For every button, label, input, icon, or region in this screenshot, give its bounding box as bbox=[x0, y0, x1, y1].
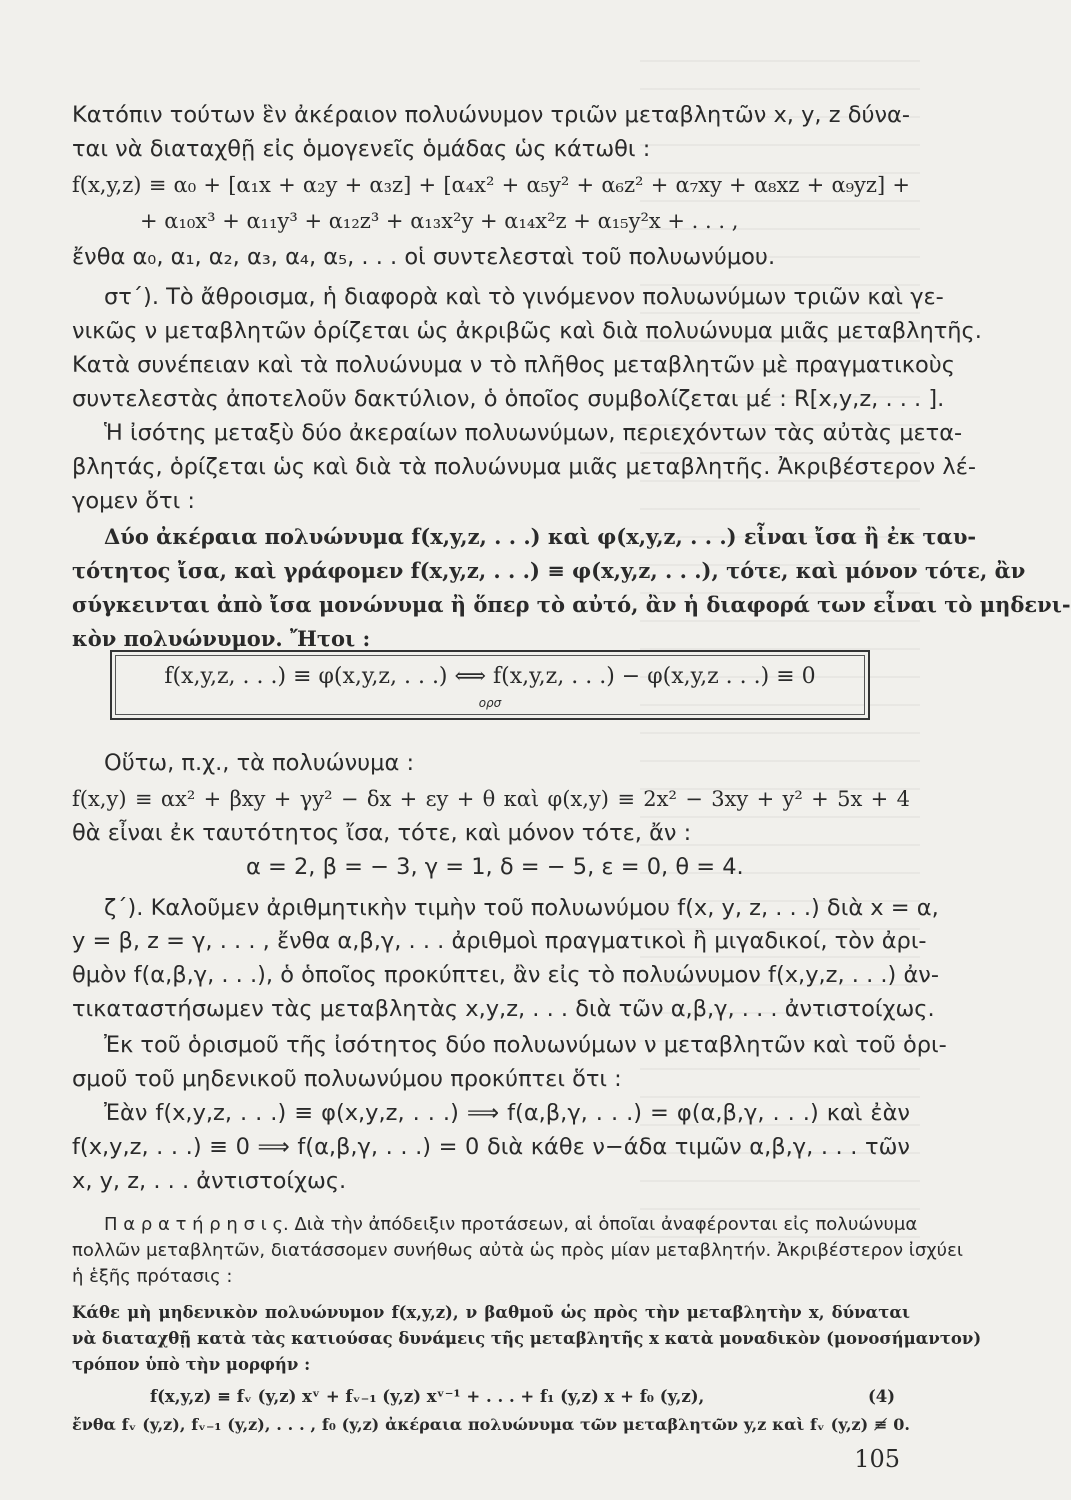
text-line: Ἐκ τοῦ ὁρισμοῦ τῆς ἰσότητος δύο πολυωνύμων ν μεταβλητῶν καὶ τοῦ ὁρι- bbox=[104, 1032, 947, 1058]
text-line: x, y, z, . . . ἀντιστοίχως. bbox=[72, 1168, 347, 1194]
formula-line: f(x,y) ≡ αx² + βxy + γy² − δx + εy + θ καὶ φ(x,y) ≡ 2x² − 3xy + y² + 5x + 4 bbox=[72, 787, 910, 811]
note-line: πολλῶν μεταβλητῶν, διατάσσομεν συνήθως αὐτὰ ὡς πρὸς μίαν μεταβλητήν. Ἀκριβέστερον ἰσχύει bbox=[72, 1240, 963, 1261]
note-line: Κάθε μὴ μηδενικὸν πολυώνυμον f(x,y,z), ν βαθμοῦ ὡς πρὸς τὴν μεταβλητὴν x, δύναται bbox=[72, 1303, 910, 1322]
text-line: Ἐὰν f(x,y,z, . . .) ≡ φ(x,y,z, . . .) ⟹ f(α,β,γ, . . .) = φ(α,β,γ, . . .) καὶ ἐὰν bbox=[104, 1100, 910, 1126]
boxed-formula: f(x,y,z, . . .) ≡ φ(x,y,z, . . .) ⟺ f(x,y,z, . . .) − φ(x,y,z . . .) ≡ 0 bbox=[164, 664, 816, 689]
page-number: 105 bbox=[854, 1445, 900, 1473]
theorem-line: σύγκεινται ἀπὸ ἴσα μονώνυμα ἢ ὅπερ τὸ αὐτό, ἂν ἡ διαφορά των εἶναι τὸ μηδενι- bbox=[72, 592, 1071, 617]
text-line: y = β, z = γ, . . . , ἔνθα α,β,γ, . . . ἀριθμοὶ πραγματικοὶ ἢ μιγαδικοί, τὸν ἀρι- bbox=[72, 928, 927, 954]
text-line: f(x,y,z, . . .) ≡ 0 ⟹ f(α,β,γ, . . .) = 0 διὰ κάθε ν−άδα τιμῶν α,β,γ, . . . τῶν bbox=[72, 1134, 910, 1160]
boxed-subscript: ορσ bbox=[478, 696, 502, 710]
text-line: συντελεστὰς ἀποτελοῦν δακτύλιον, ὁ ὁποῖος συμβολίζεται μέ : R[x,y,z, . . . ]. bbox=[72, 386, 945, 412]
text-line: Ἡ ἰσότης μεταξὺ δύο ἀκεραίων πολυωνύμων, περιεχόντων τὰς αὐτὰς μετα- bbox=[104, 420, 963, 446]
note-line: ἡ ἑξῆς πρότασις : bbox=[72, 1266, 233, 1287]
formula-line: α = 2, β = − 3, γ = 1, δ = − 5, ε = 0, θ = 4. bbox=[246, 854, 744, 880]
text-line: Κατόπιν τούτων ἓν ἀκέραιον πολυώνυμον τριῶν μεταβλητῶν x, y, z δύνα- bbox=[72, 102, 910, 128]
note-line: τρόπον ὑπὸ τὴν μορφήν : bbox=[72, 1355, 311, 1374]
note-line: ἔνθα fᵥ (y,z), fᵥ₋₁ (y,z), . . . , f₀ (y,z) ἀκέραια πολυώνυμα τῶν μεταβλητῶν y,z καὶ fᵥ (y,z) ≢ 0. bbox=[72, 1415, 910, 1434]
formula-line: f(x,y,z) ≡ α₀ + [α₁x + α₂y + α₃z] + [α₄x² + α₅y² + α₆z² + α₇xy + α₈xz + α₉yz] + bbox=[72, 173, 910, 197]
text-line: θὰ εἶναι ἐκ ταυτότητος ἴσα, τότε, καὶ μόνον τότε, ἄν : bbox=[72, 820, 692, 846]
text-line: ται νὰ διαταχθῇ εἰς ὁμογενεῖς ὁμάδας ὡς κάτωθι : bbox=[72, 136, 651, 162]
formula-line: + α₁₀x³ + α₁₁y³ + α₁₂z³ + α₁₃x²y + α₁₄x²z + α₁₅y²x + . . . , bbox=[140, 209, 739, 233]
text-line: ἔνθα α₀, α₁, α₂, α₃, α₄, α₅, . . . οἱ συντελεσταὶ τοῦ πολυωνύμου. bbox=[72, 244, 776, 270]
text-line: τικαταστήσωμεν τὰς μεταβλητὰς x,y,z, . . . διὰ τῶν α,β,γ, . . . ἀντιστοίχως. bbox=[72, 996, 935, 1022]
text-line: νικῶς ν μεταβλητῶν ὁρίζεται ὡς ἀκριβῶς καὶ διὰ πολυώνυμα μιᾶς μεταβλητῆς. bbox=[72, 318, 982, 344]
text-line: σμοῦ τοῦ μηδενικοῦ πολυωνύμου προκύπτει ὅτι : bbox=[72, 1066, 622, 1092]
text-line: στ΄). Τὸ ἄθροισμα, ἡ διαφορὰ καὶ τὸ γινόμενον πολυωνύμων τριῶν καὶ γε- bbox=[104, 284, 944, 310]
text-line: ζ΄). Καλοῦμεν ἀριθμητικὴν τιμὴν τοῦ πολυωνύμου f(x, y, z, . . .) διὰ x = α, bbox=[104, 895, 939, 921]
text-line: βλητάς, ὁρίζεται ὡς καὶ διὰ τὰ πολυώνυμα μιᾶς μεταβλητῆς. Ἀκριβέστερον λέ- bbox=[72, 454, 976, 480]
boxed-equation bbox=[110, 650, 870, 720]
theorem-line: τότητος ἴσα, καὶ γράφομεν f(x,y,z, . . .) ≡ φ(x,y,z, . . .), τότε, καὶ μόνον τότε, ἂν bbox=[72, 558, 1026, 583]
text-line: Οὕτω, π.χ., τὰ πολυώνυμα : bbox=[104, 750, 415, 776]
text-line: Κατὰ συνέπειαν καὶ τὰ πολυώνυμα ν τὸ πλῆθος μεταβλητῶν μὲ πραγματικοὺς bbox=[72, 352, 956, 378]
formula-line: f(x,y,z) ≡ fᵥ (y,z) xᵛ + fᵥ₋₁ (y,z) xᵛ⁻¹ + . . . + f₁ (y,z) x + f₀ (y,z), bbox=[150, 1387, 705, 1406]
equation-number: (4) bbox=[868, 1387, 896, 1406]
note-line: Π α ρ α τ ή ρ η σ ι ς. Διὰ τὴν ἀπόδειξιν προτάσεων, αἱ ὁποῖαι ἀναφέρονται εἰς πολυώνυμα bbox=[104, 1214, 918, 1235]
theorem-line: κὸν πολυώνυμον. Ἤτοι : bbox=[72, 626, 371, 651]
text-line: γομεν ὅτι : bbox=[72, 488, 195, 514]
note-line: νὰ διαταχθῇ κατὰ τὰς κατιούσας δυνάμεις τῆς μεταβλητῆς x κατὰ μοναδικὸν (μονοσήμαντον) bbox=[72, 1329, 982, 1348]
theorem-line: Δύο ἀκέραια πολυώνυμα f(x,y,z, . . .) καὶ φ(x,y,z, . . .) εἶναι ἴσα ἢ ἐκ ταυ- bbox=[104, 524, 977, 549]
text-line: θμὸν f(α,β,γ, . . .), ὁ ὁποῖος προκύπτει, ἂν εἰς τὸ πολυώνυμον f(x,y,z, . . .) ἀν- bbox=[72, 962, 939, 988]
